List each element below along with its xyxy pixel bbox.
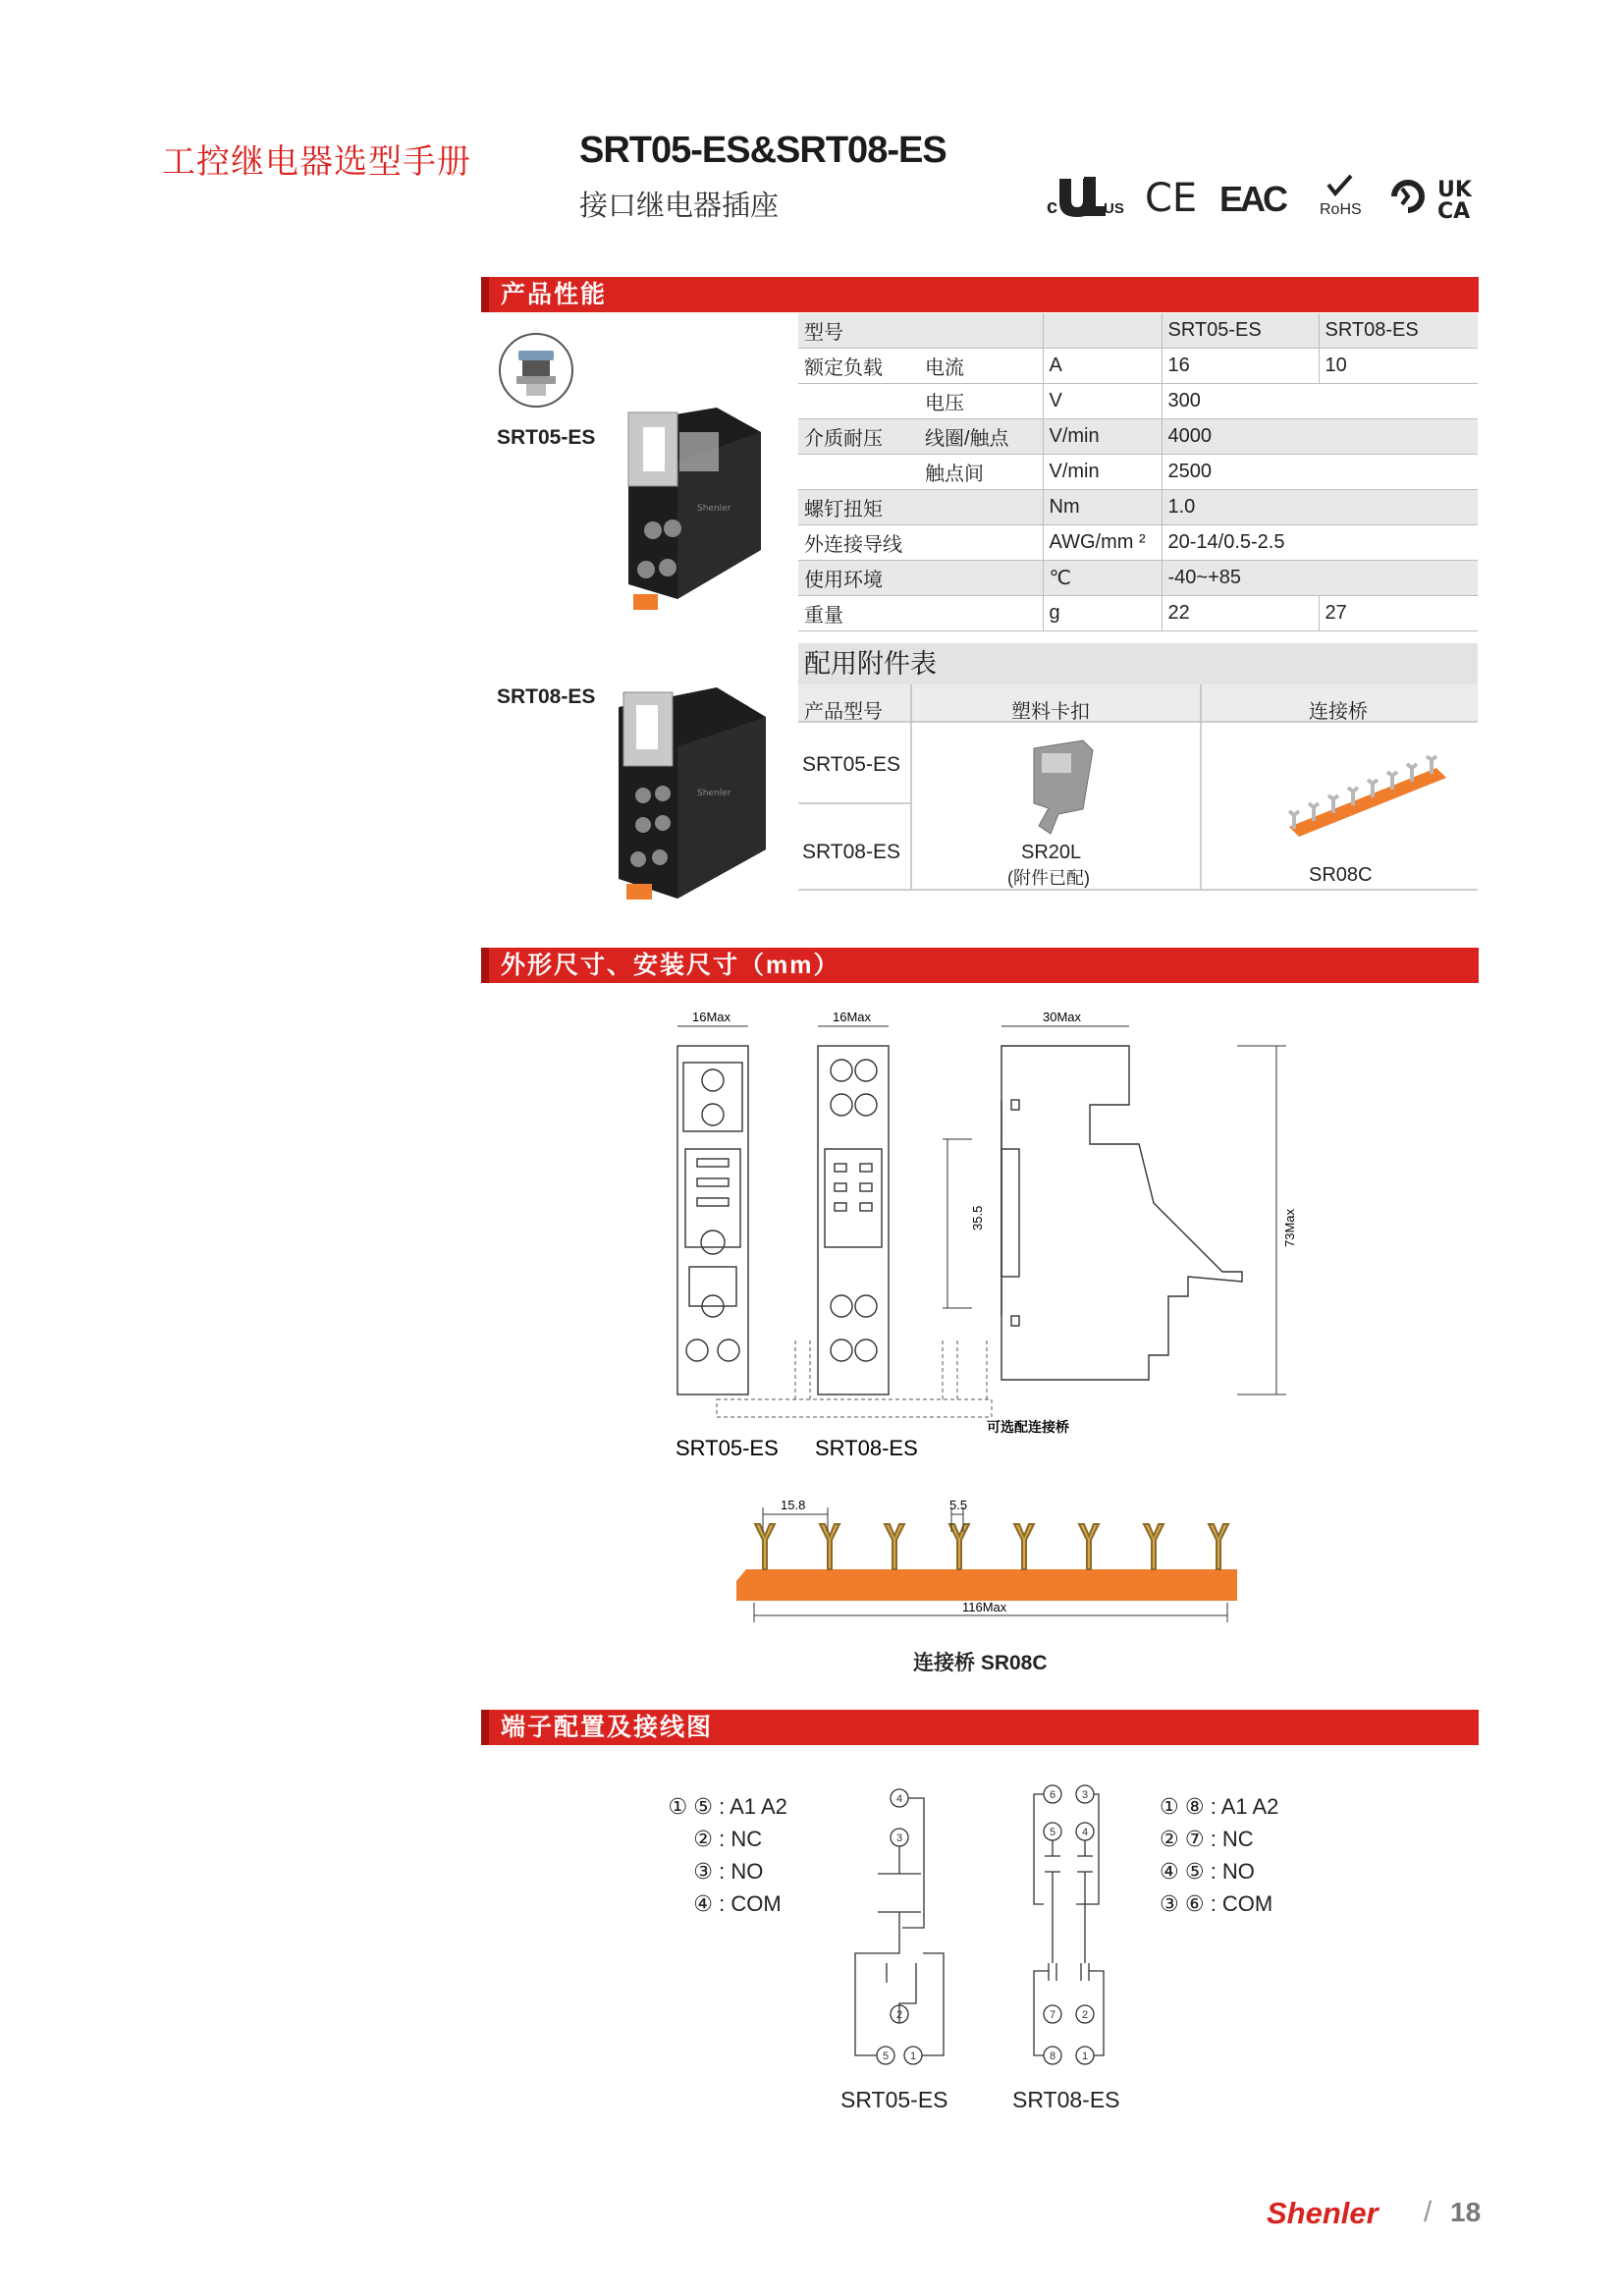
bridge-strip: [736, 1569, 1237, 1601]
page-number: 18: [1450, 2197, 1482, 2227]
product-label-srt05: SRT05-ES: [497, 426, 596, 449]
section-wiring: 端子配置及接线图: [481, 1710, 1479, 1745]
svg-text:2: 2: [1081, 2009, 1089, 2021]
svg-text:UK: UK: [1437, 178, 1472, 202]
svg-text:3: 3: [1081, 1789, 1089, 1801]
svg-text:EAC: EAC: [1219, 179, 1286, 219]
svg-text:CA: CA: [1437, 199, 1471, 224]
bridge-slot: 5.5: [949, 1498, 968, 1512]
dimension-drawing: [658, 1002, 1306, 1458]
ul-mark-icon: [1047, 177, 1124, 218]
svg-text:c: c: [1047, 196, 1058, 218]
page-subtitle: 接口继电器插座: [579, 191, 780, 222]
bridge-length: 116Max: [962, 1600, 1007, 1614]
srt08-product-image: [569, 678, 766, 908]
svg-text:RoHS: RoHS: [1320, 201, 1362, 218]
svg-text:7: 7: [1049, 2009, 1056, 2021]
bridge-caption: 连接桥 SR08C: [913, 1652, 1048, 1674]
spec-row: 重量 g 22 27: [798, 596, 1478, 631]
rohs-mark-icon: [1320, 176, 1362, 218]
svg-text:Shenler: Shenler: [697, 789, 731, 798]
svg-text:4: 4: [1081, 1827, 1089, 1838]
spec-header-row: 型号 SRT05-ES SRT08-ES: [798, 313, 1478, 349]
dim-srt05-label: SRT05-ES: [676, 1436, 779, 1458]
acc-col-model: 产品型号: [804, 701, 883, 723]
spec-row: 使用环境 ℃ -40~+85: [798, 561, 1478, 596]
footer-separator: /: [1424, 2196, 1433, 2228]
dim-h1: 35.5: [970, 1205, 985, 1230]
spec-row: 介质耐压 线圈/触点 V/min 4000: [798, 419, 1478, 455]
spec-row: 额定负载 电流 A 16 10: [798, 349, 1478, 384]
ce-mark-icon: [1145, 176, 1197, 221]
certification-logos: [1047, 167, 1485, 224]
svg-text:1: 1: [1081, 2050, 1089, 2062]
wiring-srt05-label: SRT05-ES: [840, 2087, 948, 2112]
ks-mark-icon: [1394, 183, 1422, 210]
acc-col-clip: 塑料卡扣: [1011, 701, 1090, 723]
svg-text:4: 4: [895, 1793, 903, 1805]
svg-text:CE: CE: [1145, 176, 1198, 221]
svg-text:8: 8: [1049, 2050, 1056, 2062]
accessory-table-title: 配用附件表: [798, 643, 1478, 684]
wiring-diagram: [835, 1782, 1149, 2102]
bridge-pitch: 15.8: [781, 1498, 806, 1512]
svg-text:Shenler: Shenler: [697, 504, 731, 514]
srt05-pin-legend: ① ⑤ : A1 A2 ② : NC ③ : NO ④ : COM: [668, 1794, 787, 1916]
sr08c-bridge-image: [1289, 756, 1446, 837]
spec-row: 螺钉扭矩 Nm 1.0: [798, 490, 1478, 525]
bridge-name: SR08C: [1309, 864, 1373, 886]
screw-terminal-icon: [497, 331, 575, 410]
acc-row-srt05: SRT05-ES: [802, 753, 900, 776]
section-dimensions: 外形尺寸、安装尺寸（mm）: [481, 948, 1479, 983]
acc-row-srt08: SRT08-ES: [802, 841, 900, 863]
acc-col-bridge: 连接桥: [1309, 701, 1368, 723]
page-title: SRT05-ES&SRT08-ES: [579, 130, 947, 171]
srt05-product-image: [569, 403, 766, 624]
footer-brand-logo: Shenler: [1267, 2196, 1379, 2230]
dim-h2: 73Max: [1282, 1208, 1297, 1247]
eac-mark-icon: [1219, 179, 1288, 219]
svg-text:5: 5: [882, 2050, 890, 2062]
dim-srt08-label: SRT08-ES: [815, 1436, 918, 1458]
section-performance: 产品性能: [481, 277, 1479, 312]
svg-text:6: 6: [1049, 1789, 1056, 1801]
clip-name: SR20L: [1021, 842, 1082, 863]
bridge-sr08c-drawing: [727, 1493, 1247, 1640]
svg-text:1: 1: [909, 2050, 917, 2062]
sr20l-clip-image: [1034, 740, 1093, 834]
wiring-srt08-label: SRT08-ES: [1012, 2087, 1120, 2112]
svg-text:5: 5: [1049, 1827, 1056, 1838]
handbook-title: 工控继电器选型手册: [162, 143, 471, 181]
srt08-pin-legend: ① ⑧ : A1 A2 ② ⑦ : NC ④ ⑤ : NO ③ ⑥ : COM: [1160, 1794, 1279, 1916]
dim-w1: 16Max: [692, 1010, 731, 1024]
dim-w2: 16Max: [833, 1010, 872, 1024]
dim-w3: 30Max: [1043, 1010, 1082, 1024]
optional-bridge-label: 可选配连接桥: [987, 1419, 1069, 1435]
svg-text:3: 3: [895, 1832, 903, 1844]
spec-row: 电压 V 300: [798, 384, 1478, 419]
spec-row: 外连接导线 AWG/mm ² 20-14/0.5-2.5: [798, 525, 1478, 561]
clip-note: (附件已配): [1007, 868, 1090, 888]
svg-text:US: US: [1104, 200, 1124, 217]
product-label-srt08: SRT08-ES: [497, 685, 596, 708]
spec-row: 触点间 V/min 2500: [798, 455, 1478, 490]
ukca-mark-icon: [1437, 178, 1473, 224]
spec-table: [798, 313, 1478, 631]
svg-text:2: 2: [895, 2009, 903, 2021]
